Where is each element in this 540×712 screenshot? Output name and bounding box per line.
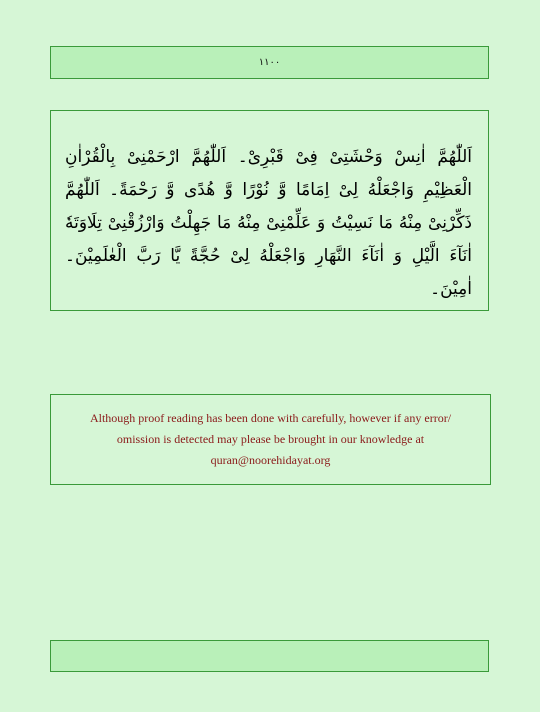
footer-box [50,640,489,672]
page-number-box [50,46,489,79]
notice-email: quran@noorehidayat.org [210,453,331,467]
dua-text: اَللّٰهُمَّ اٰنِسْ وَحْشَتِیْ فِیْ قَبْرِیْ۔ اَللّٰهُمَّ ارْحَمْنِیْ بِالْقُرْاٰنِ الْعَظِیْمِ وَاجْعَلْهُ لِیْ اِمَامًا وَّ نُوْرًا وَّ هُدًی وَّ رَحْمَةً۔ اَللّٰهُمَّ ذَكِّرْنِیْ مِنْهُ مَا نَسِیْتُ وَ عَلِّمْنِیْ مِنْهُ مَا جَهِلْتُ وَارْزُقْنِیْ تِلَاوَتَهٗ اٰنَآءَ الَّیْلِ وَ اٰنَآءَ النَّهَارِ وَاجْعَلْهُ لِیْ حُجَّةً یَّا رَبَّ الْعٰلَمِیْنَ۔ اٰمِیْنَ۔ [65,147,472,299]
dua-box [50,110,489,311]
notice-line-1: Although proof reading has been done with carefully, however if any error/ [89,411,452,425]
proofreading-notice-box [50,394,491,485]
page-number: ١١٠٠ [258,57,281,68]
proofreading-notice [90,408,451,471]
notice-line-2: omission is detected may please be brought in our knowledge at [116,432,425,446]
